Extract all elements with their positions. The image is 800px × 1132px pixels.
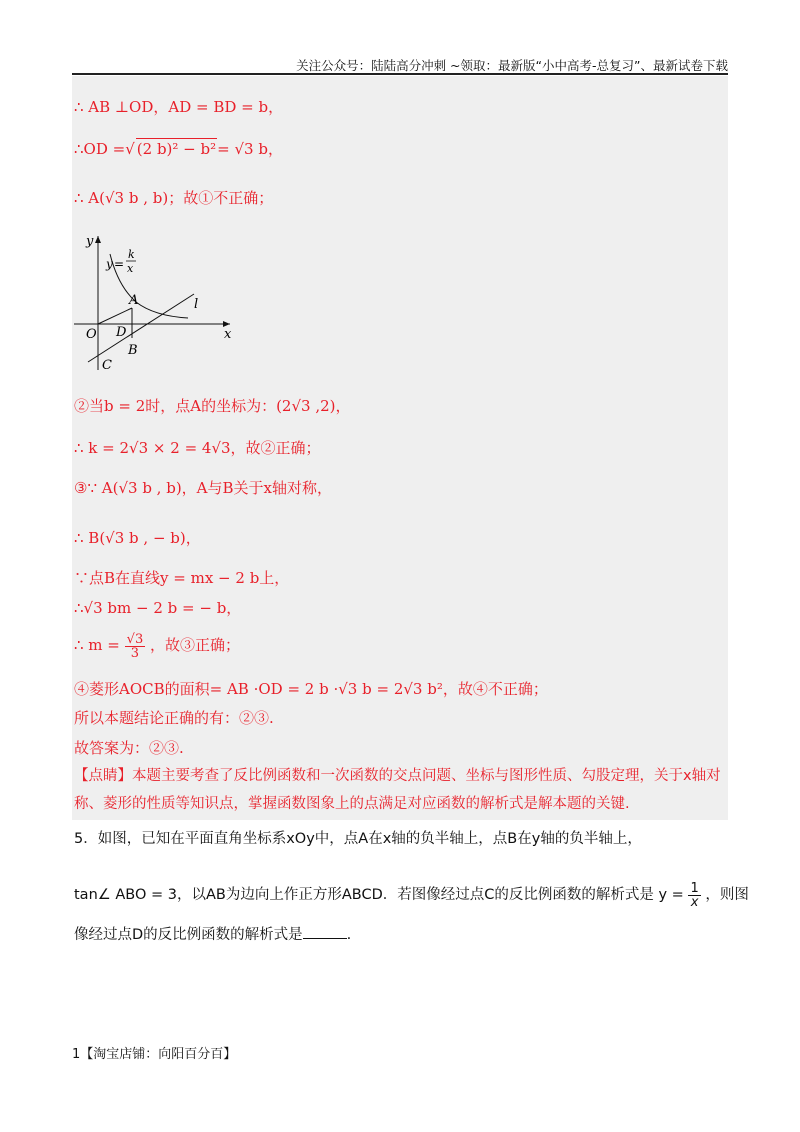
func-x-label: x: [127, 262, 134, 275]
point-a-label: A: [129, 293, 139, 308]
point-d-label: D: [116, 325, 127, 340]
question-line-3: [74, 925, 351, 945]
step-12: 所以本题结论正确的有：②③.: [74, 709, 274, 727]
answer-blank[interactable]: [303, 926, 347, 939]
question-line-3-text: 像经过点D的反比例函数的解析式是: [74, 927, 303, 943]
key-point-note: 【点睛】本题主要考查了反比例函数和一次函数的交点问题、坐标与图形性质、勾股定理，关于x轴对称、菱形的性质等知识点，掌握函数图象上的点满足对应函数的解析式是解本题的关键.: [74, 768, 721, 812]
header-rule: [72, 73, 728, 75]
step-3-pre: ∴ A(√3 b , b)；: [74, 189, 184, 207]
step-6: ③∵ A(√3 b , b)，A与B关于x轴对称，: [74, 479, 332, 497]
step-1: ∴ AB ⊥OD，AD = BD = b，: [74, 98, 284, 116]
step-4: ②当b = 2时，点A的坐标为：(2√3 ,2)，: [74, 397, 351, 415]
step-9: ∴√3 bm − 2 b = − b，: [74, 599, 242, 617]
func-y-label: y: [106, 257, 113, 271]
func-k-label: k: [128, 248, 135, 261]
page-header: 关注公众号：陆陆高分冲刺 ~领取：最新版“小中高考-总复习”、最新试卷下载: [296, 58, 728, 73]
step-3-red: 故①不正确；: [183, 189, 274, 207]
question-fraction-num: 1: [690, 880, 699, 896]
question-fraction-den: x: [690, 894, 699, 910]
step-2-radicand: (2 b)² − b²: [136, 140, 217, 158]
m-fraction-num: √3: [126, 631, 144, 647]
question-line-2: [74, 880, 749, 910]
step-10-pre: ∴ m =: [74, 636, 120, 654]
question-line-1: 5．如图，已知在平面直角坐标系xOy中，点A在x轴的负半轴上，点B在y轴的负半轴上，: [74, 831, 642, 847]
page-footer: 1【淘宝店铺：向阳百分百】: [72, 1047, 237, 1062]
func-eq-label: =: [114, 257, 125, 271]
question-line-3-end: .: [346, 927, 352, 943]
step-10-post: ，故③正确；: [150, 636, 241, 654]
step-11: ④菱形AOCB的面积= AB ·OD = 2 b ·√3 b = 2√3 b²，故④不正确；: [74, 680, 548, 698]
step-7: ∴ B(√3 b , − b)，: [74, 529, 201, 547]
point-b-label: B: [128, 343, 138, 358]
step-5: ∴ k = 2√3 × 2 = 4√3，故②正确；: [74, 439, 321, 457]
m-fraction-den: 3: [130, 645, 140, 661]
y-axis-label: y: [86, 234, 94, 249]
step-2-pre: ∴OD =: [74, 140, 126, 158]
question-line-2-pre: tan∠ ABO = 3，以AB为边向上作正方形ABCD．若图像经过点C的反比例函数的解析式是 y =: [74, 887, 684, 903]
question-fraction: [688, 882, 700, 909]
step-10: [74, 630, 240, 660]
question-line-2-post: ，则图: [705, 887, 749, 903]
step-2: ∴OD =√ (2 b)² − b²= √3 b，: [74, 140, 283, 158]
m-fraction: [125, 633, 146, 660]
step-13: 故答案为：②③.: [74, 739, 184, 757]
line-l-label: l: [194, 297, 199, 312]
step-3: [74, 188, 273, 208]
function-graph-figure: [70, 228, 250, 378]
step-2-post: = √3 b，: [217, 140, 283, 158]
point-c-label: C: [102, 358, 112, 373]
origin-label: O: [86, 327, 97, 342]
x-axis-label: x: [224, 327, 232, 342]
step-8: ∵点B在直线y = mx − 2 b上，: [74, 569, 290, 587]
